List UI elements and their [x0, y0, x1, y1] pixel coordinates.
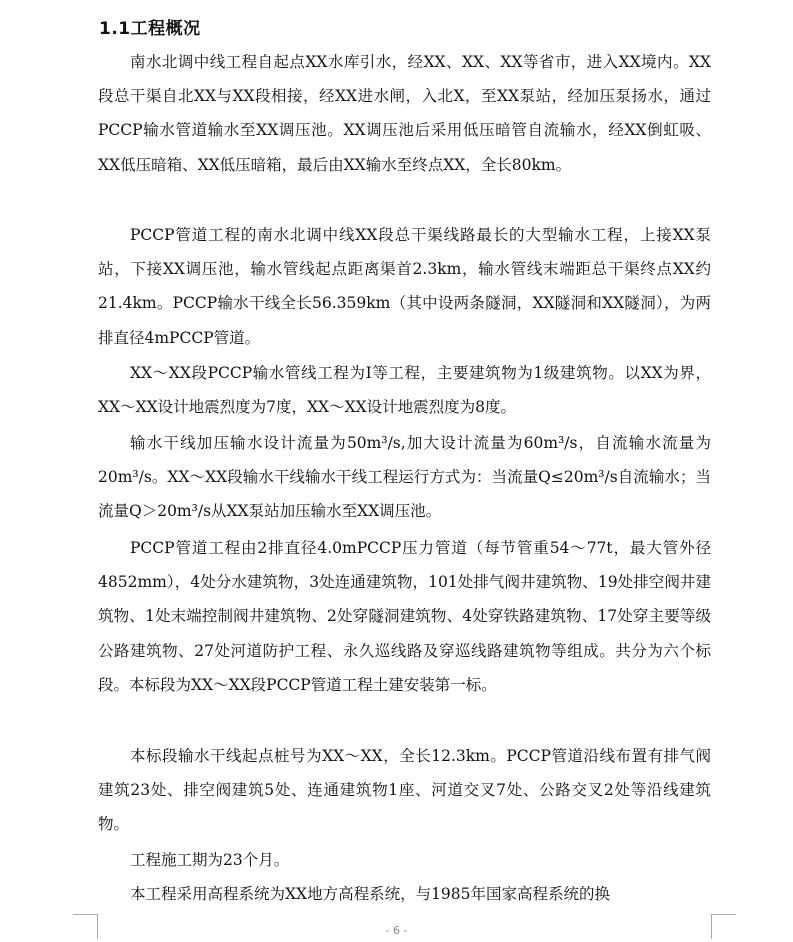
page-number: - 6 -	[385, 924, 408, 937]
paragraph-pccp-pipeline: PCCP管道工程的南水北调中线XX段总干渠线路最长的大型输水工程，上接XX泵站，下接XX调压池，输水管线起点距离渠首2.3km，输水管线末端距总干渠终点XX约21.4km。PCCP输水干线全长56.359km（其中设两条隧洞，XX隧洞和XX隧洞），为两排直径4mPCCP管道。	[98, 226, 711, 347]
paragraph-section-start: 本标段输水干线起点桩号为XX～XX，全长12.3km。PCCP管道沿线布置有排气阀建筑23处、排空阀建筑5处、连通建筑物1座、河道交叉7处、公路交叉2处等沿线建筑物。	[98, 747, 711, 834]
paragraph-design-flow: 输水干线加压输水设计流量为50m³/s,加大设计流量为60m³/s，自流输水流量为20m³/s。XX～XX段输水干线输水干线工程运行方式为：当流量Q≤20m³/s自流输水；当流量Q＞20m³/s从XX泵站加压输水至XX调压池。	[98, 434, 711, 521]
paragraph-construction-period: 工程施工期为23个月。	[130, 851, 290, 869]
paragraph-elevation-system: 本工程采用高程系统为XX地方高程系统，与1985年国家高程系统的换	[130, 885, 611, 903]
paragraph-engineering-grade: XX～XX段PCCP输水管线工程为Ⅰ等工程，主要建筑物为1级建筑物。以XX为界，XX～XX设计地震烈度为7度，XX～XX设计地震烈度为8度。	[98, 364, 711, 417]
paragraph-project-overview: 南水北调中线工程自起点XX水库引水，经XX、XX、XX等省市，进入XX境内。XX段总干渠自北XX与XX段相接，经XX进水闸，入北X，至XX泵站，经加压泵扬水，通过PCCP输水管道输水至XX调压池。XX调压池后采用低压暗管自流输水，经XX倒虹吸、XX低压暗箱、XX低压暗箱，最后由XX输水至终点XX，全长80km。	[98, 53, 711, 174]
section-heading: 1.1工程概况	[99, 19, 201, 39]
paragraph-pipeline-structures: PCCP管道工程由2排直径4.0mPCCP压力管道（每节管重54～77t，最大管外径4852mm），4处分水建筑物，3处连通建筑物，101处排气阀井建筑物、19处排空阀井建筑物、1处末端控制阀井建筑物、2处穿隧洞建筑物、4处穿铁路建筑物、17处穿主要等级公路建筑物、27处河道防护工程、永久巡线路及穿巡线路建筑物等组成。共分为六个标段。本标段为XX～XX段PCCP管道工程土建安装第一标。	[98, 539, 711, 694]
cropped-previous-heading	[300, 0, 520, 3]
